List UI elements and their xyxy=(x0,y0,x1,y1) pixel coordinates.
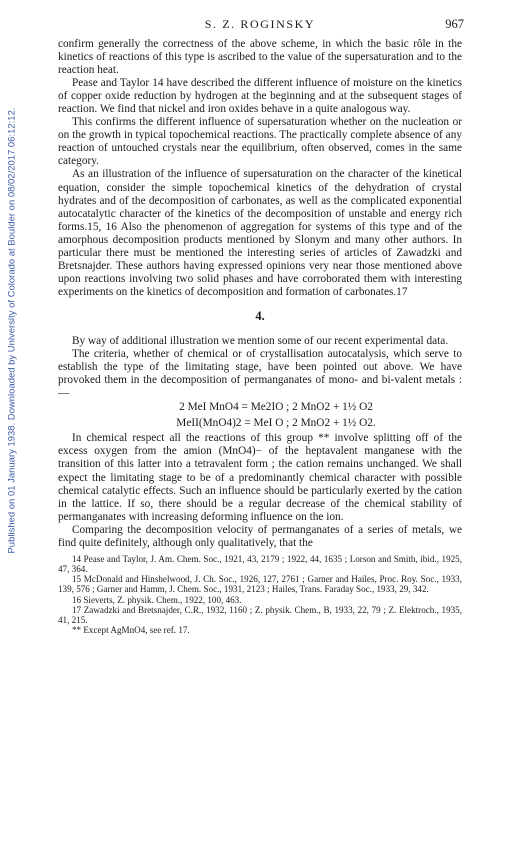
paragraph-p2: Pease and Taylor 14 have described the different influence of moisture on the kinetics of copper oxide reduction by hydrogen at the beginning and at the subsequent stages of reaction. We find that nickel and iron oxides behave in a quite analogous way. xyxy=(58,77,462,116)
footnote-4: 17 Zawadzki and Bretsnajder, C.R., 1932, 1160 ; Z. physik. Chem., B, 1933, 22, 79 ; Z. Elektroch., 1935, 41, 215. xyxy=(58,604,462,625)
footnote-5: ** Except AgMnO4, see ref. 17. xyxy=(72,625,190,636)
footnote-2: 15 McDonald and Hinshelwood, J. Ch. Soc., 1926, 127, 2761 ; Garner and Hailes, Proc. Roy. Soc., 1933, 139, 576 ; Garner and Hamm, J. Chem. Soc., 1931, 2123 ; Hailes, Trans. Faraday Soc., 1933, 29, 342. xyxy=(58,574,462,595)
body-text-bottom xyxy=(58,432,462,549)
footnote-3: 16 Sieverts, Z. physik. Chem., 1922, 100, 463. xyxy=(72,594,242,605)
journal-page xyxy=(58,14,462,635)
footnote-1: 14 Pease and Taylor, J. Am. Chem. Soc., 1921, 43, 2179 ; 1922, 44, 1635 ; Lorson and Smith, ibid., 1925, 47, 364. xyxy=(58,553,462,574)
running-title: S. Z. ROGINSKY xyxy=(204,17,316,31)
paragraph-p4: As an illustration of the influence of supersaturation on the character of the kinetical equation, consider the simple topochemical kinetics of the dehydration of crystal hydrates and of the decomposition of carbonates, as well as the complicated exponential autocatalytic character of the kinetics of the decomposition of unstable and energy rich forms.15, 16 Also the phenomenon of aggregation for systems of this type and of the amorphous decomposition products mentioned by Slonym and many other authors. In particular there must be mentioned the interesting series of articles of Zawadzki and Bretsnajder. These authors having expressed opinions very near those mentioned above upon reactions involving two solid phases and have corroborated them with interesting experiments on the kinetics of decomposition and formation of carbonates.17 xyxy=(58,168,462,298)
equation-1: 2 MeI MnO4 = Me2IO ; 2 MnO2 + 1½ O2 xyxy=(179,401,373,414)
footnotes xyxy=(58,554,462,636)
page-header xyxy=(58,14,462,38)
paragraph-p6: The criteria, whether of chemical or of crystallisation autocatalysis, which serve to establish the type of the limitating stage, have been pointed out above. We have provoked them in the decomposition of permanganates of mono- and bi-valent metals :— xyxy=(58,347,462,400)
paragraph-p5: By way of additional illustration we mention some of our recent experimental data. xyxy=(72,334,449,347)
section-heading: 4. xyxy=(255,308,265,323)
body-text-middle xyxy=(58,335,462,400)
page-number: 967 xyxy=(445,17,464,31)
paragraph-p3: This confirms the different influence of supersaturation whether on the nucleation or on the growth in typical topochemical reactions. The practically complete absence of any reaction of untouched crystals near the equilibrium, often observed, comes in the same category. xyxy=(58,116,462,168)
download-notice: Published on 01 January 1938. Downloaded by University of Colorado at Boulder on 08/02/2017 06:12:12. xyxy=(5,107,17,553)
body-text-top xyxy=(58,38,462,299)
paragraph-p7: In chemical respect all the reactions of this group ** involve splitting off of the excess oxygen from the amion (MnO4)− of the heptavalent manganese with the transition of this latter into a tetravalent form ; the cation remains unchanged. We shall expect the limitating stage to be of a predominantly chemical character with possible chemical catalytic effects. Such an influence should be particularly exerted by the cation in the lattice. If so, there should be a regular decrease of the chemical stability of permanganates with increasing deforming influence on the ion. xyxy=(58,432,462,523)
paragraph-p8: Comparing the decomposition velocity of permanganates of a series of metals, we find quite definitely, although only qualitatively, that the xyxy=(58,523,462,549)
equation-block xyxy=(58,401,462,430)
paragraph-p1: confirm generally the correctness of the above scheme, in which the basic rôle in the kinetics of reactions of this type is ascribed to the value of the supersaturation and to the reaction heat. xyxy=(58,38,462,77)
equation-2: MeII(MnO4)2 = MeI O ; 2 MnO2 + 1½ O2. xyxy=(176,416,376,429)
download-watermark xyxy=(4,10,18,650)
